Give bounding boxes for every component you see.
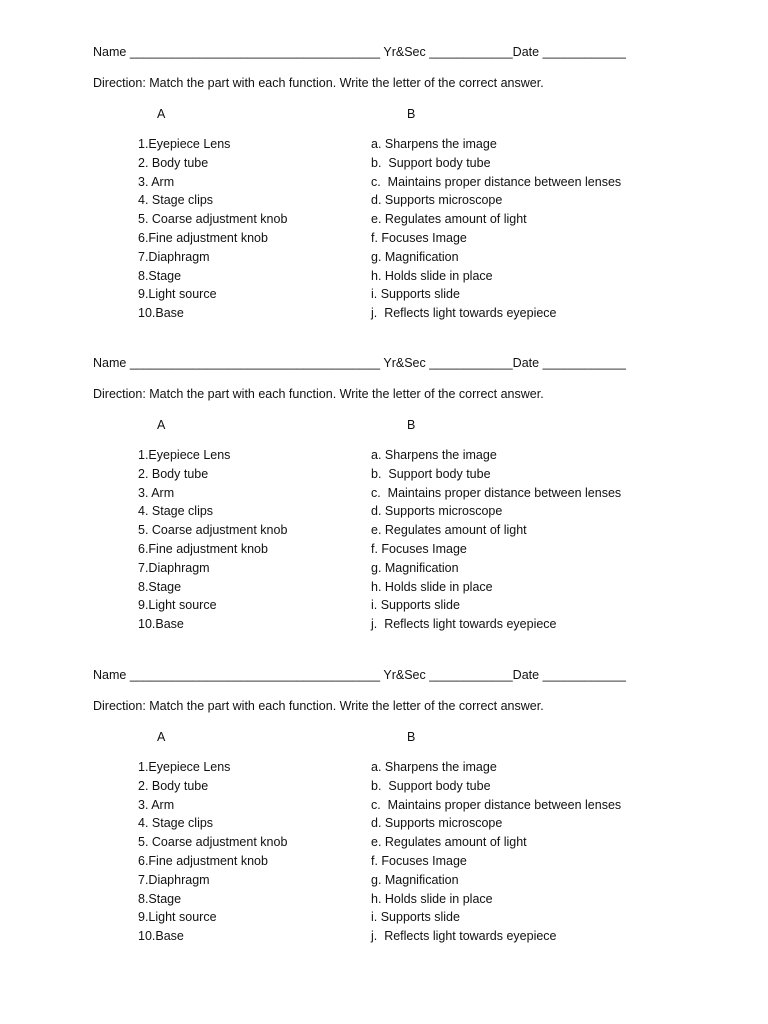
direction-text: Direction: Match the part with each function. Write the letter of the correct answer. <box>93 699 544 713</box>
student-info-line <box>93 356 626 371</box>
function-item: d. Supports microscope <box>371 193 503 208</box>
date-blank: ____________ <box>542 45 626 59</box>
name-blank: ____________________________________ <box>129 668 381 682</box>
part-item: 5. Coarse adjustment knob <box>138 212 288 227</box>
direction-text: Direction: Match the part with each function. Write the letter of the correct answer. <box>93 76 544 90</box>
function-item: g. Magnification <box>371 249 459 264</box>
part-item: 4. Stage clips <box>138 816 214 831</box>
part-item: 1.Eyepiece Lens <box>138 137 231 151</box>
part-item: 3. Arm <box>138 174 175 189</box>
part-item: 2. Body tube <box>138 466 209 481</box>
yrsec-label: Yr&Sec <box>383 356 426 370</box>
function-item: f. Focuses Image <box>371 541 467 556</box>
part-item: 2. Body tube <box>138 155 209 170</box>
function-item: i. Supports slide <box>371 287 460 302</box>
yrsec-blank: ____________ <box>429 45 513 59</box>
quiz-block-2 <box>0 356 768 656</box>
part-item: 5. Coarse adjustment knob <box>138 835 288 850</box>
function-item: e. Regulates amount of light <box>371 835 527 850</box>
part-item: 3. Arm <box>138 797 175 812</box>
function-item: c. Maintains proper distance between lenses <box>371 797 622 812</box>
part-item: 10.Base <box>138 306 184 321</box>
functions-list <box>371 448 621 636</box>
function-item: d. Supports microscope <box>371 816 503 831</box>
column-a-heading: A <box>157 418 166 432</box>
name-blank: ____________________________________ <box>129 45 381 59</box>
part-item: 7.Diaphragm <box>138 872 210 887</box>
name-label: Name <box>93 668 127 682</box>
part-item: 8.Stage <box>138 579 182 594</box>
parts-list <box>138 448 287 636</box>
function-item: g. Magnification <box>371 560 459 575</box>
part-item: 9.Light source <box>138 910 217 925</box>
parts-list <box>138 137 287 325</box>
column-a-heading: A <box>157 107 166 121</box>
part-item: 6.Fine adjustment knob <box>138 853 268 868</box>
function-item: a. Sharpens the image <box>371 448 497 462</box>
function-item: b. Support body tube <box>371 466 491 481</box>
column-a-heading: A <box>157 730 166 744</box>
quiz-block-1 <box>0 45 768 345</box>
date-label: Date <box>512 45 540 59</box>
function-item: b. Support body tube <box>371 778 491 793</box>
part-item: 9.Light source <box>138 598 217 613</box>
part-item: 9.Light source <box>138 287 217 302</box>
function-item: f. Focuses Image <box>371 230 467 245</box>
function-item: d. Supports microscope <box>371 504 503 519</box>
column-b-heading: B <box>407 418 416 432</box>
function-item: i. Supports slide <box>371 910 460 925</box>
function-item: g. Magnification <box>371 872 459 887</box>
functions-list <box>371 760 621 948</box>
function-item: a. Sharpens the image <box>371 137 497 151</box>
part-item: 4. Stage clips <box>138 193 214 208</box>
function-item: c. Maintains proper distance between lenses <box>371 485 622 500</box>
function-item: e. Regulates amount of light <box>371 523 527 538</box>
part-item: 6.Fine adjustment knob <box>138 541 268 556</box>
yrsec-blank: ____________ <box>429 356 513 370</box>
function-item: h. Holds slide in place <box>371 579 493 594</box>
student-info-line <box>93 668 626 683</box>
yrsec-blank: ____________ <box>429 668 513 682</box>
function-item: h. Holds slide in place <box>371 891 493 906</box>
part-item: 8.Stage <box>138 891 182 906</box>
date-blank: ____________ <box>542 668 626 682</box>
function-item: e. Regulates amount of light <box>371 212 527 227</box>
yrsec-label: Yr&Sec <box>383 668 426 682</box>
column-b-heading: B <box>407 107 416 121</box>
part-item: 8.Stage <box>138 268 182 283</box>
date-label: Date <box>512 668 540 682</box>
name-label: Name <box>93 356 127 370</box>
part-item: 1.Eyepiece Lens <box>138 760 231 774</box>
quiz-block-3 <box>0 668 768 968</box>
function-item: j. Reflects light towards eyepiece <box>371 929 557 944</box>
part-item: 5. Coarse adjustment knob <box>138 523 288 538</box>
column-b-heading: B <box>407 730 416 744</box>
part-item: 2. Body tube <box>138 778 209 793</box>
date-blank: ____________ <box>542 356 626 370</box>
parts-list <box>138 760 287 948</box>
part-item: 10.Base <box>138 617 184 632</box>
part-item: 7.Diaphragm <box>138 560 210 575</box>
name-label: Name <box>93 45 127 59</box>
function-item: b. Support body tube <box>371 155 491 170</box>
student-info-line <box>93 45 626 60</box>
function-item: h. Holds slide in place <box>371 268 493 283</box>
function-item: j. Reflects light towards eyepiece <box>371 617 557 632</box>
function-item: i. Supports slide <box>371 598 460 613</box>
function-item: f. Focuses Image <box>371 853 467 868</box>
functions-list <box>371 137 621 325</box>
direction-text: Direction: Match the part with each function. Write the letter of the correct answer. <box>93 387 544 401</box>
function-item: c. Maintains proper distance between lenses <box>371 174 622 189</box>
yrsec-label: Yr&Sec <box>383 45 426 59</box>
part-item: 6.Fine adjustment knob <box>138 230 268 245</box>
function-item: a. Sharpens the image <box>371 760 497 774</box>
part-item: 7.Diaphragm <box>138 249 210 264</box>
date-label: Date <box>512 356 540 370</box>
function-item: j. Reflects light towards eyepiece <box>371 306 557 321</box>
name-blank: ____________________________________ <box>129 356 381 370</box>
part-item: 10.Base <box>138 929 184 944</box>
part-item: 4. Stage clips <box>138 504 214 519</box>
part-item: 3. Arm <box>138 485 175 500</box>
part-item: 1.Eyepiece Lens <box>138 448 231 462</box>
